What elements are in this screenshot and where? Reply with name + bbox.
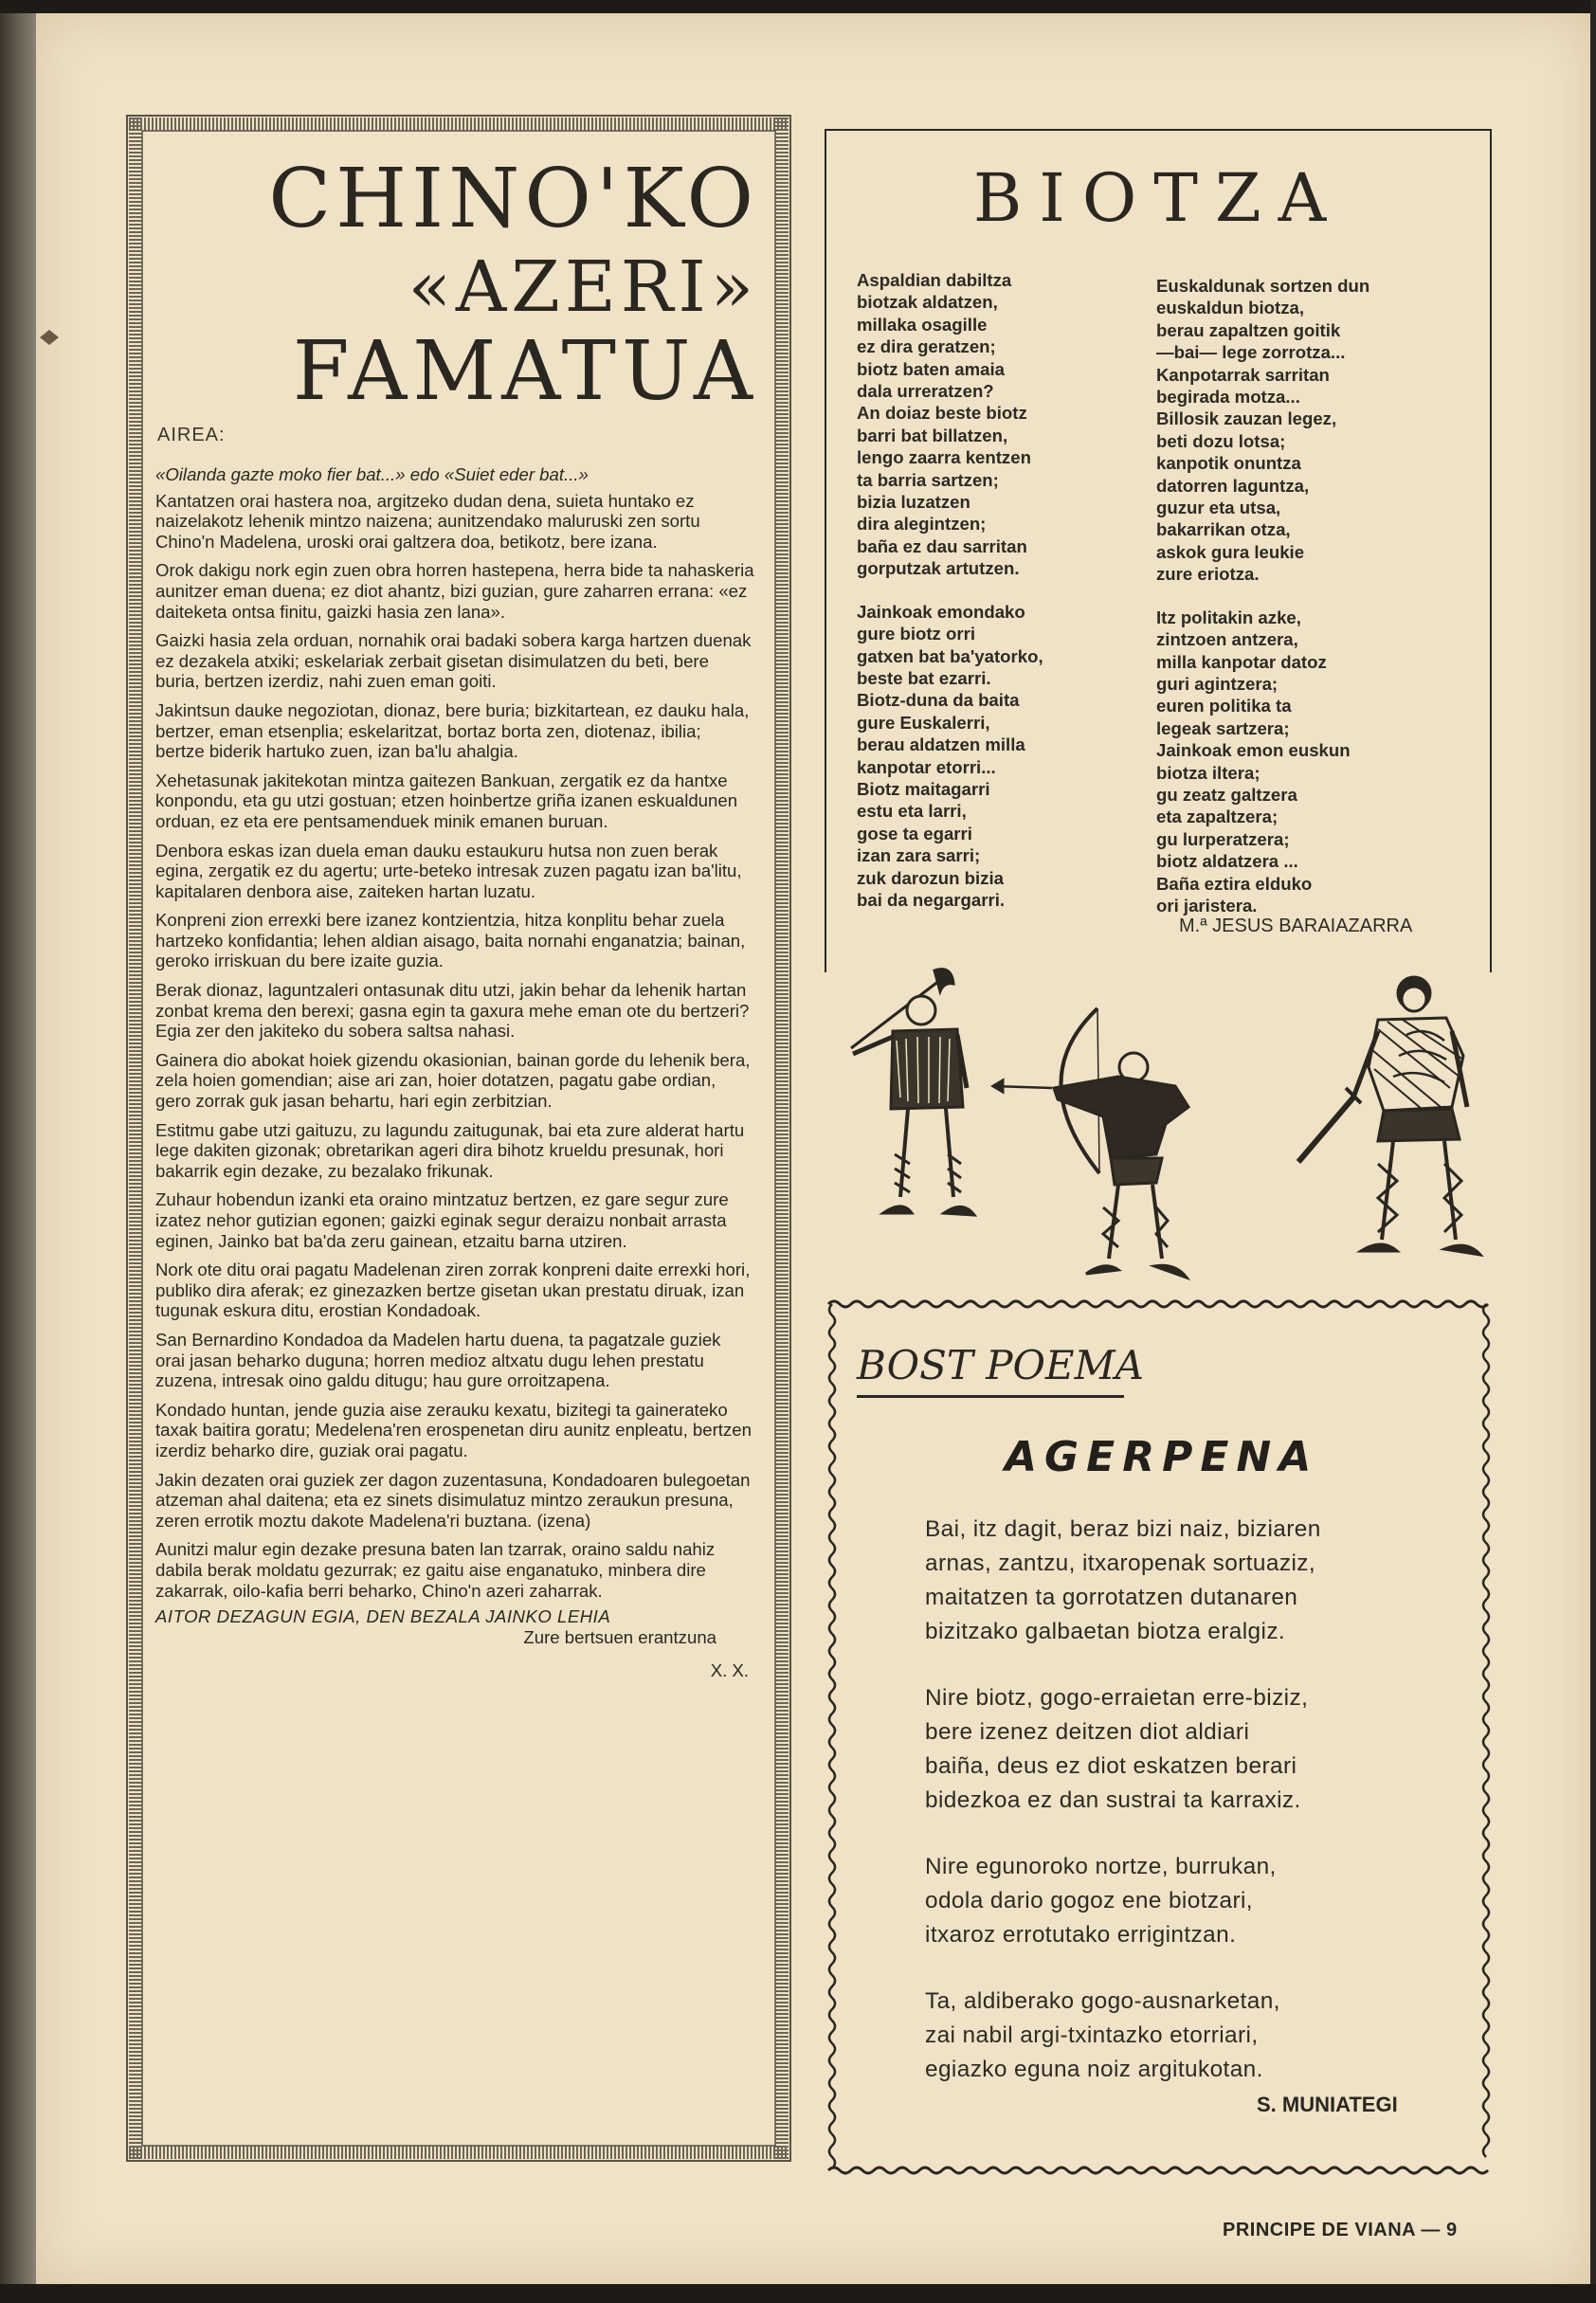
biotza-stanza: Jainkoak emondako gure biotz orri gatxen bat ba'yatorko, beste bat ezarri. Biotz-duna da baita gure Euskalerri, berau aldatzen milla kanpotar etorri... Biotz maitagarri estu eta larri, gose ta egarri izan zara sarri; zuk darozun bizia bai da negargarri. [857, 601, 1043, 910]
warrior-axe-figure [851, 970, 974, 1215]
chino-title-line-2: «AZERI» [408, 246, 758, 328]
article-signature: X. X. [710, 1660, 749, 1681]
closing-subline: Zure bertsuen erantzuna [523, 1626, 716, 1647]
warriors-illustration [834, 965, 1497, 1292]
warrior-sword-figure [1298, 977, 1480, 1255]
chino-body [155, 464, 754, 1681]
airea-label: AIREA: [157, 425, 226, 445]
stanza: Denbora eskas izan duela eman dauku estaukuru hutsa non zuen berak egina, zergatik ez du agertu; urte-beteko intresak zuzen pagatu izan ba'litu, kapitalaren denbora aise, zaiteken hartan luzatu. [155, 840, 742, 901]
biotza-stanza: Euskaldunak sortzen dun euskaldun biotza, berau zapaltzen goitik —bai— lege zorrotza... Kanpotarrak sarritan begirada motza... Billosik zauzan legez, beti dozu lotsa; kanpotik onuntza datorren laguntza, guzur eta utsa, bakarrikan otza, askok gura leukie zure eriotza. [1156, 276, 1370, 585]
chino-lead: «Oilanda gazte moko fier bat...» edo «Suiet eder bat...» [155, 464, 589, 484]
biotza-column-right [1156, 275, 1469, 937]
chino-title-line-3: FAMATUA [292, 324, 758, 419]
stanza: Jakintsun dauke negoziotan, dionaz, bere buria; bizkitartean, ez dauku hala, bertzer, eman etsenplia; eskelaritzat, bortaz borta zen, diotenaz, ibilia; bertze biderik hartuko zuen, izan ba'lu ahalgia. [155, 699, 750, 762]
stanza: Kantatzen orai hastera noa, argitzeko dudan dena, suieta huntako ez naizelakotz lehenik mintzo naizena; aunitzendako maluruski zen sortu Chino'n Madelena, uroski orai galtzera doa, betikotz, bere izana. [155, 490, 700, 552]
poem-stanza: Bai, itz dagit, beraz bizi naiz, biziaren arnas, zantzu, itxaropenak sortuaziz, maitatzen ta gorrotatzen dutanaren bizitzako galbaetan biotza eralgiz. [925, 1516, 1321, 1644]
bost-poema-title: BOST POEMA [857, 1342, 1144, 1388]
scan-bottom-edge [0, 2284, 1596, 2303]
poem-stanza: Ta, aldiberako gogo-ausnarketan, zai nabil argi-txintazko etorriari, egiazko eguna noiz argitukotan. [925, 1988, 1280, 2082]
stanza: Estitmu gabe utzi gaituzu, zu lagundu zaitugunak, bai eta zure alderat hartu lege dakiten gizonak; obretarikan ageri dira bihotz krueldu presunak, hori bakarrik egin dezake, zu bezalako frikunak. [155, 1119, 745, 1181]
page-footer: PRINCIPE DE VIANA — 9 [1223, 2220, 1458, 2240]
biotza-title: BIOTZA [972, 159, 1344, 237]
stanza: Berak dionaz, laguntzaleri ontasunak ditu utzi, jakin behar da lehenik hartan zonbat krema den berexi; gasna egin ta gaxura mehe eman ote du bertzeri? Egia zer den jakiteko du sobera saltsa nahasi. [155, 980, 750, 1042]
stanza: Zuhaur hobendun izanki eta oraino mintzatuz bertzen, ez gare segur zure izatez nehor gutizian egonen; gaizki eginak segur deraizu nonbait arrasta eginen, Jainko bat ba'da zeru gainean, etzaitu barna utziren. [155, 1189, 729, 1251]
biotza-signature: M.ª JESUS BARAIAZARRA [1179, 916, 1413, 936]
warrior-archer-figure [993, 1008, 1188, 1278]
stanza: Gaizki hasia zela orduan, nornahik orai badaki sobera karga hartzen duenak ez dezakela atxiki; eskelariak zerbait gisetan disimulatzen du beti, bere buria, bertzen izerdiz, nahi zuen eman goiti. [155, 630, 752, 692]
stanza: Gainera dio abokat hoiek gizendu okasionian, bainan gorde du lehenik bera, zela hoien gomendian; aise ari zan, hoier dotatzen, pagatu gabe ordian, gero zorrak guk jasan behartu, hari egin zerbitzian. [155, 1049, 751, 1112]
stanza: Konpreni zion errexki bere izanez kontzientzia, hitza konplitu behar zuela hartzeko konfidantia; lehen aldian aisago, baita nornahi enganatzia; bainan, geroko irriskuan du bere izaite guzia. [155, 910, 746, 971]
stanza: San Bernardino Kondadoa da Madelen hartu duena, ta pagatzale guziek orai jasan beharko duguna; horren medioz altxatu dugu lehen prestatu zuzena, intresak oino galdu ditugu; hau gure orroitzapena. [155, 1329, 721, 1391]
biotza-stanza: Aspaldian dabiltza biotzak aldatzen, millaka osagille ez dira geratzen; biotz baten amaia dala urreratzen? An doiaz beste biotz barri bat billatzen, lengo zaarra kentzen ta barria sartzen; bizia luzatzen dira alegintzen; baña ez dau sarritan gorputzak artutzen. [857, 270, 1031, 579]
stanza: Aunitzi malur egin dezake presuna baten lan tzarrak, oraino saldu nahiz dabila berak moldatu gezurrak; ez gaitu aise enganatuko, minbera dire zakarrak, oilo-kafia berri beharko, Chino'n azeri zaharrak. [155, 1539, 716, 1601]
stanza: Xehetasunak jakitekotan mintza gaitezen Bankuan, zergatik ez da hantxe konpondu, eta gu utzi gostuan; etzen hoinbertze griña izanen eskualdunen orduan, ez eta ere pentsamenduek minik emanen buruan. [155, 770, 738, 831]
closing-line: AITOR DEZAGUN EGIA, DEN BEZALA JAINKO LEHIA [155, 1606, 611, 1627]
agerpena-heading: AGERPENA [1005, 1433, 1319, 1481]
poem-stanza: Nire biotz, gogo-erraietan erre-biziz, bere izenez deitzen diot aldiari baiña, deus ez diot eskatzen berari bidezkoa ez dan sustrai ta karraxiz. [925, 1685, 1309, 1813]
stanza: Orok dakigu nork egin zuen obra horren hastepena, herra bide ta nahaskeria aunitzer eman duena; ez diot ahantz, bizi guzian, gure zaharren errana: «ez daiteketa ontsa finitu, gaizki hasia zen lana». [155, 560, 754, 622]
bost-poema-signature: S. MUNIATEGI [1257, 2093, 1398, 2116]
bost-poema-rule [857, 1395, 1124, 1398]
stanza: Jakin dezaten orai guziek zer dagon zuzentasuna, Kondadoaren bulegoetan atzeman ahal daitena; eta ez sinets disimulatuz mintzo zeraukun presuna, zeren errotik moztu dakote Madelena'ri buztana. (izena) [155, 1469, 751, 1531]
agerpena-poem [925, 1513, 1475, 2119]
chino-title-line-1: CHINO'KO [268, 152, 758, 246]
stanza: Kondado huntan, jende guzia aise zerauku kexatu, bizitegi ta gainerateko taxak baitira goratu; Medelena'ren erospenetan diru aunitz enpleatu, bertzen izerdiz beharko dire, guziak orai pagatu. [155, 1399, 752, 1460]
biotza-column-left [857, 269, 1132, 932]
poem-stanza: Nire egunoroko nortze, burrukan, odola dario gogoz ene biotzari, itxaroz errotutako errigintzan. [925, 1854, 1277, 1948]
biotza-stanza: Itz politakin azke, zintzoen antzera, milla kanpotar datoz guri agintzera; euren politika ta legeak sartzera; Jainkoak emon euskun biotza iltera; gu zeatz galtzera eta zapaltzera; gu lurperatzera; biotz aldatzera ... Baña eztira elduko ori jaristera. [1156, 607, 1351, 916]
stanza: Nork ote ditu orai pagatu Madelenan ziren zorrak konpreni daite errexki hori, publiko dira aferak; ez ginezazken bertze gisetan ukan prestatu diruak, izan tugunak eskura ditu, erostian Kondadoak. [155, 1260, 751, 1321]
